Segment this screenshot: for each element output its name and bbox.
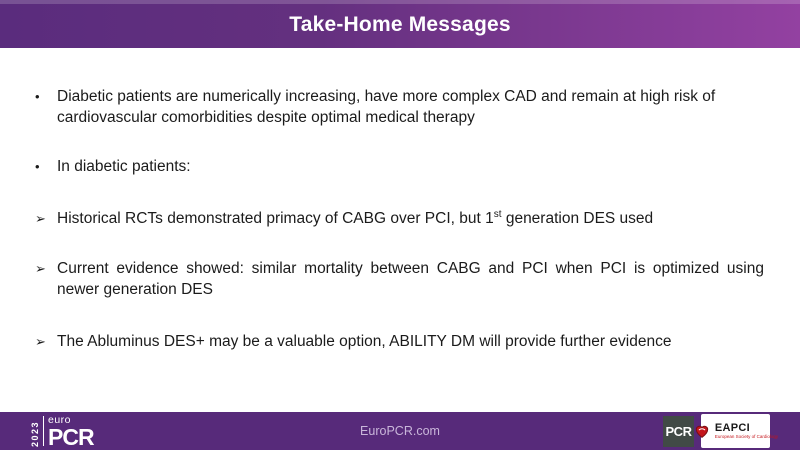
bullet-text: Current evidence showed: similar mortality between CABG and PCI when PCI is optimized using newer generation DES <box>57 260 764 298</box>
eapci-subtext: European Society of Cardiology <box>714 434 779 439</box>
bullet-text-pre: Historical RCTs demonstrated primacy of CABG over PCI, but 1 <box>57 210 494 227</box>
logo-wordmark <box>48 414 94 450</box>
bullet-text: Diabetic patients are numerically increasing, have more complex CAD and remain at high risk of cardiovascular comorbidities despite optimal medical therapy <box>57 88 716 126</box>
bullet-text <box>57 208 764 229</box>
arrow-item-abluminus-des <box>35 331 764 352</box>
bullet-item-diabetic-patients <box>35 86 764 128</box>
bullet-dot-icon: • <box>35 89 40 104</box>
bullet-text-post: generation DES used <box>501 210 654 227</box>
logo-pcr-text: PCR <box>48 424 94 450</box>
eapci-name-text: EAPCI <box>714 421 750 434</box>
bullet-item-in-diabetic-patients <box>35 156 764 177</box>
arrow-bullet-icon: ➢ <box>35 211 46 226</box>
logo-divider <box>43 416 44 446</box>
bullet-text: The Abluminus DES+ may be a valuable option, ABILITY DM will provide further evidence <box>57 333 672 350</box>
arrow-item-historical-rcts <box>35 208 764 229</box>
arrow-bullet-icon: ➢ <box>35 334 46 349</box>
eapci-heart-icon <box>693 422 711 440</box>
arrow-bullet-icon: ➢ <box>35 261 46 276</box>
partner-logos <box>663 412 779 450</box>
bullet-text: In diabetic patients: <box>57 158 191 175</box>
pcr-logo: PCR <box>663 416 694 447</box>
slide-body <box>0 48 800 412</box>
eapci-wordmark <box>715 423 778 440</box>
europcr-2023-logo <box>30 414 94 450</box>
bullet-dot-icon: • <box>35 159 40 174</box>
page-title: Take-Home Messages <box>289 13 511 36</box>
europcr-website-text: EuroPCR.com <box>360 424 440 438</box>
slide-footer-bar <box>0 412 800 450</box>
eapci-logo <box>701 414 779 448</box>
logo-euro-text: euro <box>48 414 72 426</box>
logo-year-text: 2023 <box>30 420 40 447</box>
slide-title-bar <box>0 0 800 48</box>
ordinal-superscript: st <box>493 208 502 220</box>
arrow-item-current-evidence <box>35 258 764 300</box>
